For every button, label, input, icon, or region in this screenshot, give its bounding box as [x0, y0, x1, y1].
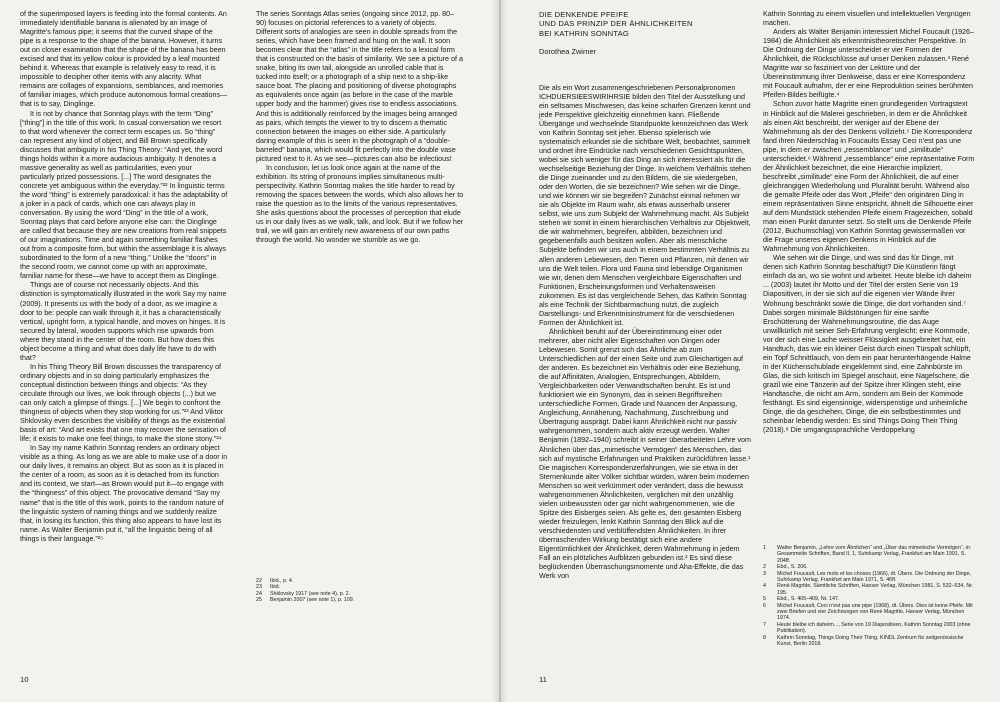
article-title-line: BEI KATHRIN SONNTAG [539, 28, 630, 38]
article-title-line: DIE DENKENDE PFEIFE [539, 10, 629, 19]
right-footnotes [763, 545, 977, 648]
footnote: 22 Ibid., p. 4. [256, 578, 294, 584]
paragraph: It is not by chance that Sonntag plays with the term “Ding” [“thing”] in the title of this work. In casual conversation we resort to that word whenever the correct term escapes us. So “thing” can represent any kind of object, and Bill Brown specifically discusses that ambiguity in his Thing Theory: “And yet, the word things holds within it a more audacious ambiguity. It denotes a massive generality as well as particularities, even your particularly prized possessions. [...] The word designates the concrete yet ambiguous within the everyday.”²² In linguistic terms the word “thing” is extremely paradoxical: it has the adaptability of a joker in a pack of cards, which one can always play in conversation. By using the word “Ding” in the title of a work, Sonntag plays that card before anyone else can: the Dinglinge are called that because they are new creations from real snippets of our imaginations. Time and again something familiar flashes out from a composite form, but within the assemblage it is always subordinated to the form of a new “thing.” Unlike the “doors” in the second room, we cannot come up with an approximate, familiar name for these—we have to accept them as Dinglinge. [20, 109, 228, 281]
right-column-1 [539, 10, 751, 682]
left-column-1 [20, 10, 228, 543]
footnote: 4 René Magritte, Sämtliche Schriften, Hanser Verlag, München 1981, S. 532–534, Nr. 195. [763, 583, 974, 596]
article-title-line: UND DAS PRINZIP DER ÄHNLICHKEITEN [539, 19, 693, 29]
left-column-2 [256, 10, 464, 310]
paragraph: In conclusion, let us look once again at the name of the exhibition. Its string of pronouns implies simultaneous multi-perspectivity. Kathrin Sonntag makes the title harder to read by removing the spaces between the words, which also allows her to raise the question as to the limits of the various representatives. She asks questions about the processes of perception that elude us in our daily lives as we walk, talk, and look. But if we follow her trail, we will gain an entirely new awareness of our own paths through the world. No wonder we stumble as we go. [256, 163, 464, 245]
right-page [501, 0, 1000, 702]
footnote: 5 Ebd., S. 405–409, Nr. 147. [763, 596, 840, 603]
paragraph: Die als ein Wort zusammengeschriebenen Personalpronomen ICHDUERSIEESWIRIHRSIE bilden den Titel der Ausstellung und ein seltsames Mischwesen, das keine scharfen Grenzen kennt und jede Perspektive gleichzeitig einnehmen kann. Fließende Übergänge und wechselnde Standpunkte kennzeichnen das Werk von Kathrin Sonntag seit jeher. Ebenso spielerisch wie systematisch erkundet sie die sichtbare Welt, beobachtet, sammelt und ordnet ihre Eindrücke nach verschiedenen Gesichtspunkten, wobei sie sich weniger für das Ding an sich interessiert als für die wechselseitige Beziehung der Dinge. In welchem Verhältnis stehen die Dinge zueinander und zu den Bildern, die sie wiedergeben, oder den Worten, die sie bezeichnen? Wie sehen wir die Dinge, und wie können wir sie begreifen? Zunächst einmal nehmen wir sie als Objekte im Raum wahr, als etwas ausserhalb unserer selbst, wie uns zum Subjekt der Wahrnehmung macht. Als Subjekt stehen wir somit in einem hierarchischen Verhältnis zur Objektwelt, die wir wahrnehmen, begreifen, abbilden, bezeichnen und gegebenenfalls auch besitzen wollen. Aber als menschliche Subjekte befinden wir uns auch in einem bestimmten Verhältnis zu allen anderen Lebewesen, den Tieren und Pflanzen, mit denen wir uns die Welt teilen. Flora und Fauna sind lebendige Organismen wie wir, denen dem Menschen vergleichbare Eigenschaften und Funktionen, Erscheinungsformen und Verhaltensweisen zukommen. Es ist das vergleichende Sehen, das Kathrin Sonntag als eine Technik der Sichtbarmachung nutzt, die zugleich Darstellungs- und Erkenntnisinstrument für die verschiedenen Formen der Ähnlichkeit ist. [539, 83, 751, 327]
footnote: 25 Benjamin 2007 (see note 1), p. 109. [256, 597, 355, 604]
footnote: 24 Shklovsky 1917 (see note 4), p. 2. [256, 590, 351, 597]
left-footnotes [256, 578, 466, 604]
footnote: 23 Ibid. [256, 584, 281, 591]
page-number: 10 [20, 675, 29, 684]
footnote: 6 Michel Foucault, Ceci n’est pas une pipe (1968), dt. Übers. Dies ist keine Pfeife. Mit zwei Briefen und vier Zeichnungen von René Magritte, Hanser Verlag, München 1974. [763, 602, 973, 622]
paragraph: Kathrin Sonntag zu einem visuellen und intellektuellen Vergnügen machen. [763, 10, 971, 28]
paragraph: The series Sonntags Atlas series (ongoing since 2012, pp. 80–90) focuses on pictorial references to a variety of objects. Different sorts of analogies are seen in double spreads from the series, which have been framed and hung on the wall. It soon becomes clear that the “atlas” in the title refers to a lexical form that is constructed on the basis of similarity. We see a picture of a snake, biting its own tail, alongside an unrolled cable that is tucked into itself; or a photograph of a ship next to a ship-like sauce boat. The placing and positioning of diverse photographs as equivalents once again (as before in the case of the marble upper body and the hammer) gives rise to endless associations. And this is additionally reinforced by the images being arranged as pairs, which tempts the viewer to try to discern a thematic connection between the images on either side. A particularly daring example of this is seen in the photograph of a “double-barreled” banana, which would fit perfectly into the double vase pictured next to it. As we see—pictures can also be infectious! [256, 10, 463, 163]
footnote: 8 Kathrin Sonntag, Things Doing Their Thing, KINDL Zentrum für zeitgenössische Kunst, Berlin 2018. [763, 634, 964, 648]
paragraph: In Say my name Kathrin Sonntag renders an ordinary object visible as a thing. As long as we are able to make use of a door in our daily lives, it remains an object. But as soon as it is placed in the center of a room, as soon as it is detached from its function and its context, we start—as Brown would put it—to engage with the “thingness” of this object. The provocative demand “Say my name” that is the title of this work, points to the random nature of the linguistic system of naming things and we suddenly realize that, in losing its function, this thing also appears to have lost its name. As Walter Benjamin put it, “all the linguistic being of all things is their language.”²⁵ [20, 444, 228, 543]
footnote: 3 Michel Foucault, Les mots et les choses (1966), dt. Übers. Die Ordnung der Dinge, Suhrkamp Verlag, Frankfurt am Main 1971, S. 46ff. [763, 570, 972, 584]
left-page [0, 0, 499, 702]
paragraph: Schon zuvor hatte Magritte einen grundlegenden Vortragstext in Hinblick auf die Malerei geschrieben, in dem er die Ähnlichkeit als einen Akt beschreibt, der weniger auf der Ebene der Wahrnehmung als der des Denkens vollzieht.⁵ Die Korrespondenz fand ihren Niederschlag in Foucaults Essay Ceci n’est pas une pipe, in dem er zwischen „ressemblance“ und „similitude“ unterscheidet.⁶ Während „ressemblance“ eine repräsentative Form der Ähnlichkeit bezeichnet, die eine Hierarchie impliziert, beschreibt „similitude“ eine Form der Ähnlichkeit, die auf einer gleichrangigen Wiederholung und Pluralität beruht. Während also die gemalte Pfeife oder das Wort „Pfeife“ den originären Ding in einem repräsentativen Sinne entspricht, ähnelt die Silhouette einer auf dem Mundstück stehenden Pfeife einem Fragezeichen, sobald man einen Punkt darunter setzt. So stellt uns die Denkende Pfeife (2012, Buchumschlag) von Kathrin Sonntag gewissermaßen vor die Frage unseres eigenen Denkens in Hinblick auf die Wahrnehmung von Ähnlichkeiten. [763, 100, 975, 254]
paragraph: Things are of course not necessarily objects. And this distinction is symptomatically illustrated in the work Say my name (2009). It presents us with the body of a door, as we imagine a door to be: people can walk through it, it has a characteristically vertical, upright form, a typical handle, and moves on hinges. It is secured by lateral, wooden supports which rise upwards from where they stand in the center of the room. But how does this object become a thing and what does daily life have to do with that? [20, 281, 227, 362]
spacer [539, 57, 751, 84]
footnote: 1 Walter Benjamin, „Lehre vom Ähnlichen“ und „Über das mimetische Vermögen“, in: Gesammelte Schriften, Band II, 1, Suhrkamp Verlag, Frankfurt am Main 1991, S. 204ff. [763, 545, 972, 564]
page-number: 11 [539, 675, 547, 684]
footnote: 2 Ebd., S. 206. [763, 564, 808, 571]
article-author: Dorothea Zwirner [539, 47, 597, 57]
right-column-2 [763, 10, 975, 530]
paragraph: of the superimposed layers is feeding into the formal contents. An immediately identifiable banana is alienated by an image of Magritte’s famous pipe; it seems that the curved shape of the pipe is a response to the shape of the banana. However, it turns out on closer examination that the shape of the banana has been excised and that its yellow colour is provided by a leaf mounted behind it. Whereas that example is relatively easy to read, it is impossible to decipher other items with any alacrity. What remains are collages of expansions, semblances, and memories of familiar images, which produce autonomous formal creations—that is to say, Dinglinge. [20, 10, 228, 109]
paragraph: Anders als Walter Benjamin interessiert Michel Foucault (1926–1984) die Ähnlichkeit als erkenntnistheoretischer Perspektive. In Die Ordnung der Dinge unterscheidet er vier Formen der Ähnlichkeit, die Rückschlüsse auf unser Denken zulassen.³ René Magritte war so fasziniert von der Lektüre und der Übereinstimmung ihrer Denkweise, dass er eine Korrespondenz mit Foucault aufnahm, der er eine Reproduktion seines berühmten Pfeifen-Bildes beifügte.⁴ [763, 28, 974, 100]
paragraph: In his Thing Theory Bill Brown discusses the transparency of ordinary objects and in so doing particularly emphasizes the conceptual distinction between things and objects: “As they circulate through our lives, we look through objects (...) but we can only catch a glimpse of things. [...] We begin to confront the thingness of objects when they stop working for us.”²³ And Viktor Shklovsky even describes the visibility of things as the existential basis of art: “And art exists that one may recover the sensation of life; it exists to make one feel things, to make the stone stony.”²⁴ [20, 362, 226, 444]
paragraph: Wie sehen wir die Dinge, und was sind das für Dinge, mit denen sich Kathrin Sonntag beschäftigt? Die Künstlerin fängt einfach da an, wo sie wohnt und arbeitet. Heute bleibe ich daheim ... (2003) lautet ihr Motto und der Titel der ersten Serie von 19 Diapositiven, in der sie sich auf die eigenen vier Wände ihrer Wohnung beschränkt sowie die Dinge, die dort vorhanden sind.⁷ Dabei sorgen minimale Bildstörungen für eine sanfte Erschütterung der Wahrnehmungsroutine, die das Auge unwillkürlich mit seiner Seh-Erfahrung vergleicht: eine Kommode, vor der sich eine Lache weisser Flüssigkeit ausgebreitet hat, ein Handtuch, das wie ein kleiner Geist durch einen Türspalt schlüpft, ein Topf Schnittlauch, von dem ein paar herunterhängende Halme in der Küchenschublade eingeklemmt sind, eine Zahnbürste im Glas, die sich kritisch im Spiegel anschaut, eine Nagelschere, die grazil wie eine Tänzerin auf der Spitze ihrer Klingen steht, eine Handtasche, die nicht am Arm, sondern am Bein der Kommode festhängt. Es sind eigensinnige, widerspenstige und unheimliche Dinge, die da geschehen, Dinge, die ein selbstbestimmtes und scheinbar lebendig werden: Es sind Things Doing Their Thing (2018).⁸ Die umgangssprachliche Verdoppelung [763, 254, 972, 435]
footnote: 7 Heute bleibe ich daheim..., Serie von 19 Diapositiven, Kathrin Sonntag 2003 (ohne Publikation). [763, 621, 971, 635]
paragraph: Ähnlichkeit beruht auf der Übereinstimmung einer oder mehrerer, aber nicht aller Eigenschaften von Dingen oder Lebewesen. Somit grenzt sich das Ähnliche ab zum Unterschiedlichen auf der einen Seite und zum Gleichartigen auf der anderen. Es bezeichnet ein Verhältnis oder eine Beziehung, die auf Affinitäten, Analogien, Entsprechungen, Abbildern, Vergleichbarkeiten oder Verwandtschaften beruht. Es ist und funktioniert wie ein Synonym, das in seinen Begriffsreihen unterschiedliche Formen, Grade und Nuancen der Anpassung, Angleichung, Annäherung, Nachahmung, Zuschreibung und Übertragung ausprägt. Dabei kann Ähnlichkeit nicht nur passiv wahrgenommen, sondern auch aktiv erzeugt werden. Walter Benjamin (1892–1940) schreibt in seiner überarbeiteten Lehre vom Ähnlichen über das „mimetische Vermögen“ des Menschen, das sich auf mystische Erfahrungen und Praktiken zurückführen lasse.¹ Die magischen Korrespondenzerfahrungen, wie sie etwa in der Sternenkunde alter Völker sichtbar würden, wären beim modernen Menschen so weit verkümmert oder verändert, dass die bewusst wahrgenommenen Ähnlichkeiten, verglichen mit den unzählig vielen unbewussten oder gar nicht wahrgenommenen, wie die Spitze des Eisberges seien. Als gelte es, den gesamten Eisberg wieder freizulegen, lenkt Kathrin Sonntag den Blick auf die verschiedensten und verblüffendsten Ähnlichkeiten. In ihrer überraschenden Wirkung bestätigt sich eine andere Eigentümlichkeit der Ähnlichkeit, deren Wahrnehmung in jedem Fall an ein plötzliches Aufblitzen gebunden ist.² Es sind diese beglückenden Überraschungsmomente und Aha-Effekte, die das Werk von [539, 327, 751, 581]
